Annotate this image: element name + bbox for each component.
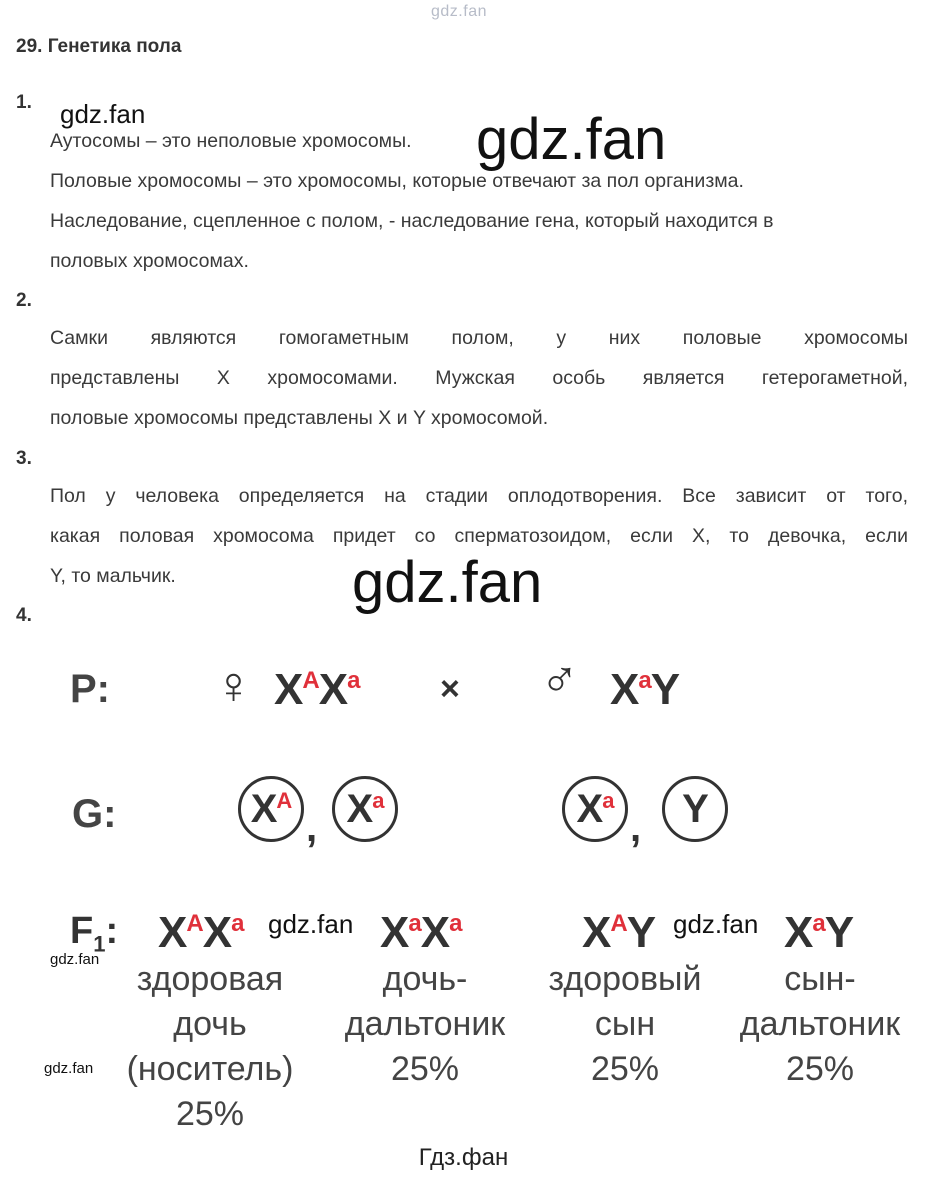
answer-3-line: какая половая хромосома придет со сперматозоидом, если X, то девочка, если bbox=[50, 525, 908, 547]
offspring-desc-line: (носитель) bbox=[126, 1050, 294, 1088]
watermark-top: gdz.fan bbox=[431, 3, 487, 20]
offspring-desc-line: дальтоник bbox=[739, 1005, 901, 1043]
female-symbol-icon: ♀ bbox=[214, 657, 253, 715]
offspring-percent: 25% bbox=[175, 1095, 245, 1133]
answer-2-line: Самки являются гомогаметным полом, у них половые хромосомы bbox=[50, 327, 908, 349]
mother-genotype: $X^AX^a$ bbox=[274, 665, 360, 714]
offspring-genotype: $X^aY$ bbox=[784, 908, 854, 957]
offspring-description bbox=[100, 957, 320, 1137]
offspring-description bbox=[715, 957, 925, 1092]
f1-label: $F_1$: bbox=[70, 910, 119, 957]
offspring-percent: 25% bbox=[785, 1050, 855, 1088]
question-number-4: 4. bbox=[16, 605, 32, 626]
question-number-1: 1. bbox=[16, 92, 32, 113]
gamete-circle: $X^A$ bbox=[238, 776, 304, 842]
gamete-circle: $X^a$ bbox=[332, 776, 398, 842]
offspring-genotype: $X^AX^a$ bbox=[158, 908, 244, 957]
offspring-desc-line: сын bbox=[594, 1005, 656, 1043]
comma: , bbox=[306, 806, 318, 850]
male-symbol-icon: ♂ bbox=[540, 651, 579, 709]
comma: , bbox=[630, 806, 642, 850]
offspring-desc-line: сын- bbox=[784, 960, 856, 998]
offspring-desc-line: дочь bbox=[173, 1005, 247, 1043]
watermark-large: gdz.fan bbox=[476, 107, 667, 172]
watermark: gdz.fan bbox=[673, 909, 759, 939]
parents-label: P: bbox=[70, 667, 110, 711]
answer-1-line: Наследование, сцепленное с полом, - наследование гена, который находится в bbox=[50, 210, 774, 232]
answer-2-line: представлены X хромосомами. Мужская особь является гетерогаметной, bbox=[50, 367, 908, 389]
offspring-percent: 25% bbox=[590, 1050, 660, 1088]
answer-1-line: Половые хромосомы – это хромосомы, которые отвечают за пол организма. bbox=[50, 170, 744, 192]
offspring-description bbox=[525, 957, 725, 1092]
offspring-desc-line: дочь- bbox=[382, 960, 468, 998]
cross-symbol: × bbox=[440, 670, 460, 708]
question-number-2: 2. bbox=[16, 290, 32, 311]
page-title: 29. Генетика пола bbox=[16, 36, 182, 57]
offspring-genotype: $X^aX^a$ bbox=[380, 908, 462, 957]
offspring-percent: 25% bbox=[390, 1050, 460, 1088]
answer-3-line: Y, то мальчик. bbox=[50, 565, 176, 587]
question-number-3: 3. bbox=[16, 448, 32, 469]
watermark: gdz.fan bbox=[50, 951, 100, 968]
gamete-circle: $X^a$ bbox=[562, 776, 628, 842]
offspring-genotype: $X^AY$ bbox=[582, 908, 656, 957]
answer-3-line: Пол у человека определяется на стадии оплодотворения. Все зависит от того, bbox=[50, 485, 908, 507]
gametes-label: G: bbox=[72, 792, 117, 836]
father-genotype: $X^aY$ bbox=[610, 665, 680, 714]
offspring-description bbox=[320, 957, 530, 1092]
answer-2-line: половые хромосомы представлены X и Y хромосомой. bbox=[50, 407, 549, 429]
offspring-desc-line: здоровый bbox=[548, 960, 702, 998]
watermark-large: gdz.fan bbox=[352, 550, 543, 615]
watermark: gdz.fan bbox=[44, 1060, 94, 1077]
answer-2 bbox=[50, 318, 908, 438]
offspring-desc-line: здоровая bbox=[136, 960, 284, 998]
offspring-desc-line: дальтоник bbox=[344, 1005, 506, 1043]
watermark: gdz.fan bbox=[60, 99, 146, 129]
footer-watermark: Гдз.фан bbox=[418, 1144, 509, 1171]
gamete-circle: Y bbox=[662, 776, 728, 842]
answer-1-line: половых хромосомах. bbox=[50, 250, 249, 272]
answer-1-line: Аутосомы – это неполовые хромосомы. bbox=[50, 130, 412, 152]
watermark: gdz.fan bbox=[268, 909, 354, 939]
